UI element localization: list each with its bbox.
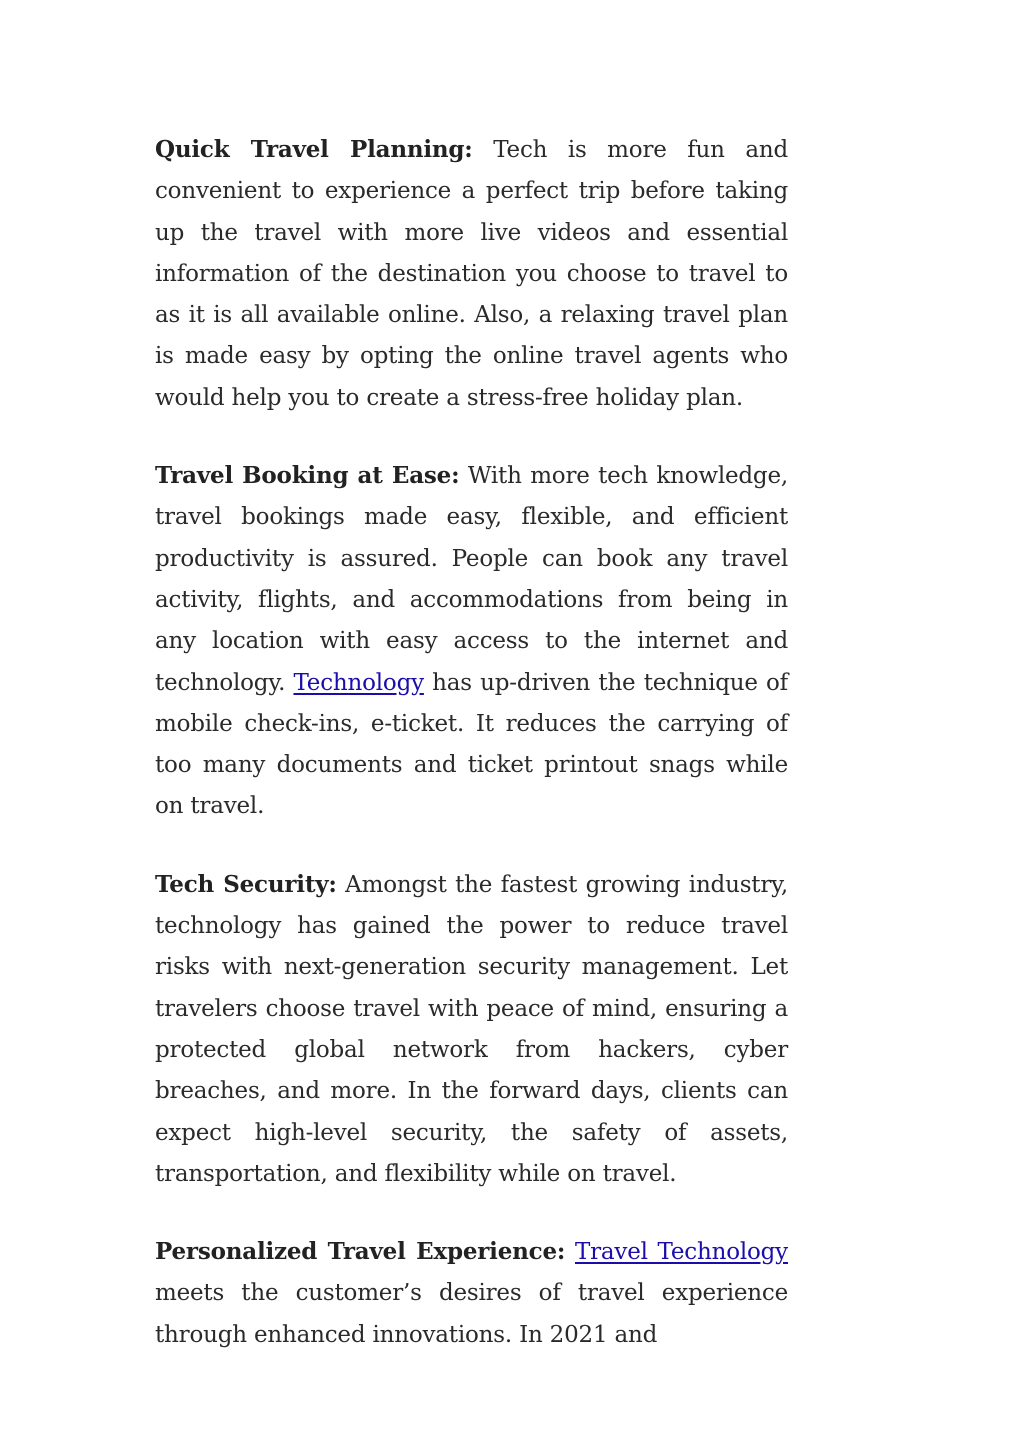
- heading-travel-booking: Travel Booking at Ease:: [155, 462, 460, 490]
- paragraph-text: Amongst the fastest growing industry, technology has gained the power to reduce travel risks with next-generation security management. Let travelers choose travel with peace of mind, ensuring a protected global network from hackers, cyber breaches, and more. In the forward days, clients can expect high-level security, the safety of assets, transportation, and flexibility while on travel.: [155, 871, 788, 1187]
- paragraph-text: Tech is more fun and convenient to experience a perfect trip before taking up the travel with more live videos and essential information of the destination you choose to travel to as it is all available online. Also, a relaxing travel plan is made easy by opting the online travel agents who would help you to create a stress-free holiday plan.: [155, 137, 788, 411]
- paragraph-text: With more tech knowledge, travel bookings made easy, flexible, and efficient productivity is assured. People can book any travel activity, flights, and accommodations from being in any location with easy access to the internet and technology.: [155, 463, 788, 696]
- heading-personalized-travel: Personalized Travel Experience:: [155, 1238, 566, 1266]
- heading-quick-travel-planning: Quick Travel Planning:: [155, 136, 473, 163]
- paragraph-text-after-link: has up-driven the technique of mobile check-ins, e-ticket. It reduces the carrying of too many documents and ticket printout snags while on travel.: [155, 669, 788, 820]
- paragraph-quick-travel-planning: [155, 129, 788, 419]
- paragraph-travel-booking: [155, 455, 788, 828]
- paragraph-text-after-link: meets the customer’s desires of travel experience through enhanced innovations. In 2021 and: [155, 1280, 788, 1348]
- technology-link[interactable]: Technology: [293, 669, 424, 696]
- heading-tech-security: Tech Security:: [155, 870, 337, 898]
- travel-technology-link[interactable]: Travel Technology: [574, 1239, 788, 1266]
- paragraph-tech-security: [155, 864, 788, 1195]
- document-body: [155, 129, 788, 1392]
- paragraph-personalized-travel: [155, 1231, 788, 1356]
